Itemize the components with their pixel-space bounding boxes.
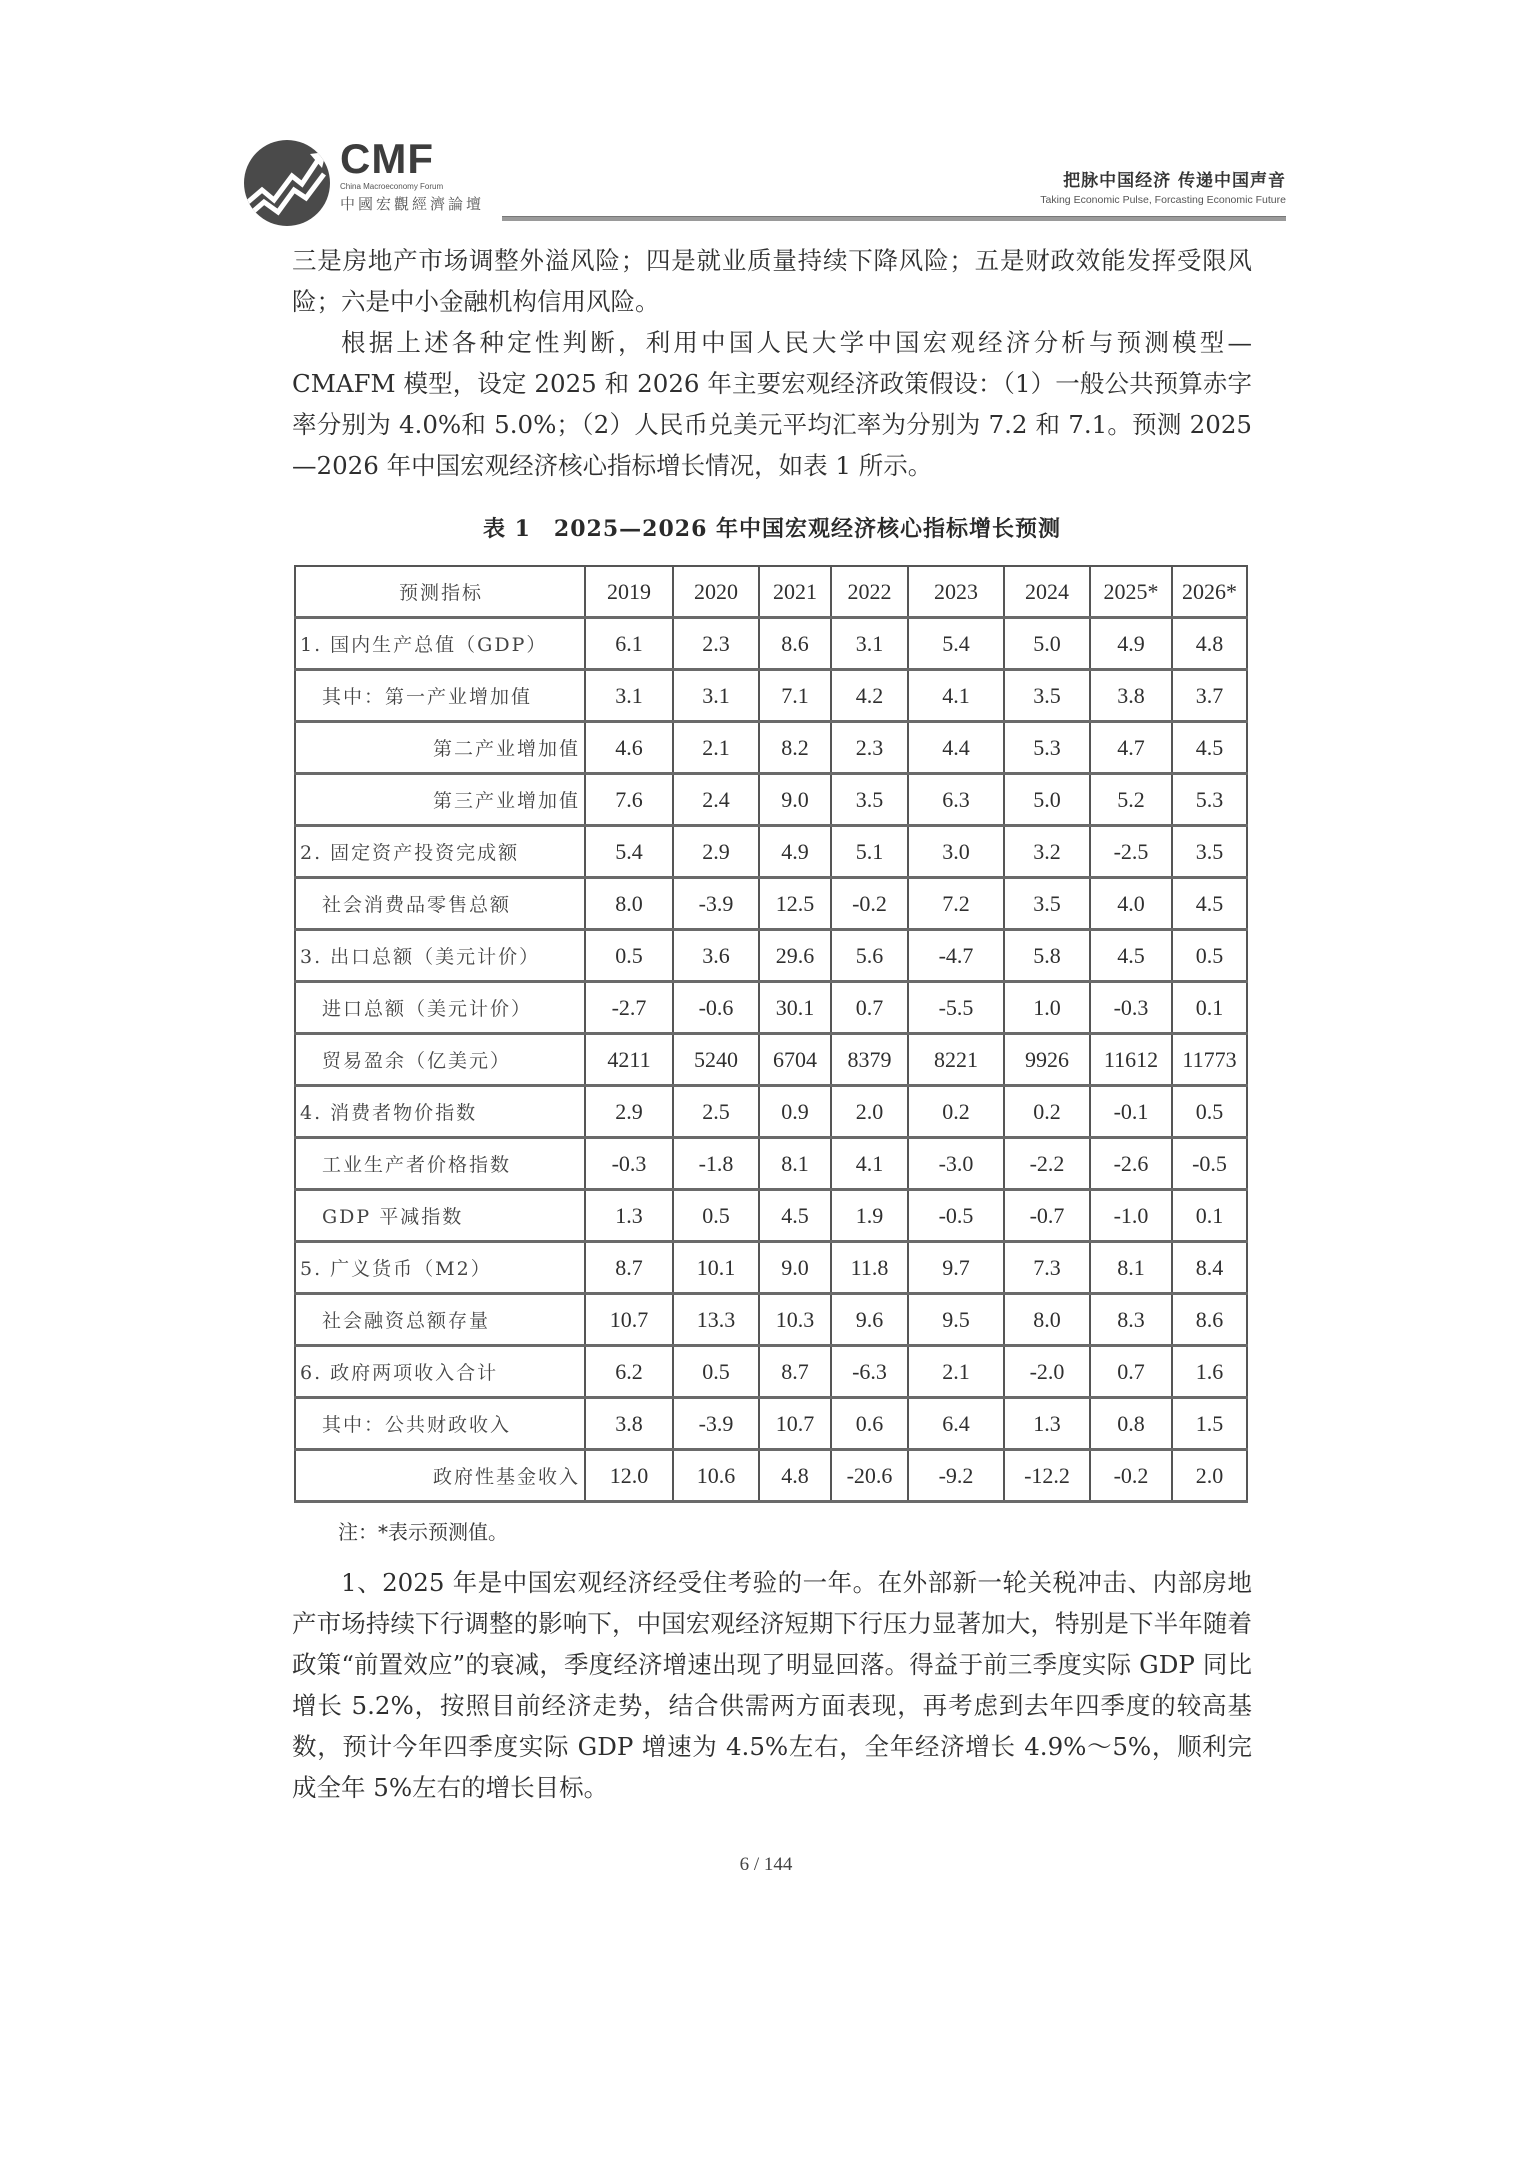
table-cell: 4.4 [908,722,1004,774]
table-cell: 5.3 [1172,774,1247,826]
column-header: 2022 [831,566,908,618]
table-cell: -12.2 [1004,1450,1090,1502]
table-cell: 4.9 [759,826,831,878]
table-cell: 6.4 [908,1398,1004,1450]
row-label: 其中：公共财政收入 [295,1398,585,1450]
table-cell: 8.7 [585,1242,673,1294]
column-header: 2025* [1090,566,1172,618]
table-cell: -2.6 [1090,1138,1172,1190]
table-cell: 3.5 [1004,670,1090,722]
table-row [295,618,1247,670]
paragraph-risks: 三是房地产市场调整外溢风险；四是就业质量持续下降风险；五是财政效能发挥受限风险；六是中小金融机构信用风险。 [292,246,1252,316]
table-cell: 4.1 [831,1138,908,1190]
table-row [295,1034,1247,1086]
table-row [295,826,1247,878]
row-label: 贸易盈余（亿美元） [295,1034,585,1086]
table-cell: 4.9 [1090,618,1172,670]
table-cell: 3.2 [1004,826,1090,878]
logo-chinese-name: 中國宏觀經濟論壇 [340,195,485,213]
table-cell: 4.5 [1090,930,1172,982]
table-cell: 6.1 [585,618,673,670]
table-cell: 2.0 [1172,1450,1247,1502]
page-number: 6 / 144 [739,1854,793,1875]
table-cell: 0.2 [1004,1086,1090,1138]
row-label: 社会融资总额存量 [295,1294,585,1346]
row-label: 4. 消费者物价指数 [295,1086,585,1138]
table-cell: 4.1 [908,670,1004,722]
table-cell: 5.0 [1004,618,1090,670]
table-cell: 2.3 [831,722,908,774]
table-row [295,982,1247,1034]
table-cell: 2.1 [673,722,759,774]
table-cell: 9.6 [831,1294,908,1346]
table-cell: 4.6 [585,722,673,774]
table-cell: 13.3 [673,1294,759,1346]
table-row [295,774,1247,826]
row-label: 第二产业增加值 [295,722,585,774]
table-cell: 4.0 [1090,878,1172,930]
table-cell: 5.0 [1004,774,1090,826]
table-cell: 4.5 [1172,722,1247,774]
table-cell: 0.5 [585,930,673,982]
table-cell: 1.6 [1172,1346,1247,1398]
forecast-table [294,565,1248,1503]
table-cell: 0.7 [831,982,908,1034]
table-cell: 8.2 [759,722,831,774]
table-cell: 6.2 [585,1346,673,1398]
table-cell: -0.7 [1004,1190,1090,1242]
table-cell: 5.3 [1004,722,1090,774]
column-header: 2021 [759,566,831,618]
logo-abbreviation: CMF [340,135,434,182]
header-divider [502,216,1286,221]
table-cell: -4.7 [908,930,1004,982]
table-row [295,722,1247,774]
row-label: 3. 出口总额（美元计价） [295,930,585,982]
table-cell: 2.9 [673,826,759,878]
table-cell: -2.0 [1004,1346,1090,1398]
table-cell: 3.6 [673,930,759,982]
table-cell: 12.5 [759,878,831,930]
cmf-logo-icon [244,140,330,226]
table-cell: 5.8 [1004,930,1090,982]
table-cell: 3.5 [1004,878,1090,930]
table-cell: 0.5 [1172,930,1247,982]
table-cell: 2.1 [908,1346,1004,1398]
table-cell: 7.6 [585,774,673,826]
table-cell: 4.5 [1172,878,1247,930]
table-row [295,930,1247,982]
table-cell: 0.5 [673,1346,759,1398]
column-header: 2023 [908,566,1004,618]
table-row [295,1398,1247,1450]
table-cell: -3.9 [673,878,759,930]
table-cell: 3.5 [1172,826,1247,878]
table-cell: 8.0 [1004,1294,1090,1346]
table-row [295,1242,1247,1294]
table-cell: -0.5 [908,1190,1004,1242]
table-cell: 12.0 [585,1450,673,1502]
table-header-row [295,566,1247,618]
table-cell: -5.5 [908,982,1004,1034]
table-cell: 9.7 [908,1242,1004,1294]
table-cell: 1.3 [1004,1398,1090,1450]
table-cell: -0.3 [585,1138,673,1190]
row-label: 2. 固定资产投资完成额 [295,826,585,878]
row-label: 5. 广义货币（M2） [295,1242,585,1294]
table-cell: 30.1 [759,982,831,1034]
table-row [295,1086,1247,1138]
table-cell: 5.4 [908,618,1004,670]
table-cell: 11612 [1090,1034,1172,1086]
table-row [295,878,1247,930]
table-row [295,1346,1247,1398]
table-cell: 8.7 [759,1346,831,1398]
table-cell: -0.6 [673,982,759,1034]
column-header: 2020 [673,566,759,618]
table-cell: 4.8 [759,1450,831,1502]
table-cell: 0.1 [1172,1190,1247,1242]
table-cell: 10.7 [585,1294,673,1346]
table-cell: 4211 [585,1034,673,1086]
table-cell: 8379 [831,1034,908,1086]
table-cell: 6.3 [908,774,1004,826]
table-cell: 5.4 [585,826,673,878]
table-cell: 3.7 [1172,670,1247,722]
table-cell: 8.1 [1090,1242,1172,1294]
row-label: 第三产业增加值 [295,774,585,826]
table-cell: -3.0 [908,1138,1004,1190]
table-cell: 29.6 [759,930,831,982]
table-cell: -0.2 [1090,1450,1172,1502]
table-cell: 1.5 [1172,1398,1247,1450]
table-cell: 4.2 [831,670,908,722]
table-cell: 5240 [673,1034,759,1086]
table-cell: -0.3 [1090,982,1172,1034]
logo-text [340,135,485,214]
table-caption: 表 1 2025—2026 年中国宏观经济核心指标增长预测 [482,516,1062,542]
table-cell: 8.6 [1172,1294,1247,1346]
table-cell: -6.3 [831,1346,908,1398]
table-cell: 9.5 [908,1294,1004,1346]
page-header [236,128,1286,228]
row-label: 工业生产者价格指数 [295,1138,585,1190]
table-cell: 3.0 [908,826,1004,878]
table-cell: 3.1 [673,670,759,722]
column-header: 2019 [585,566,673,618]
table-cell: 10.6 [673,1450,759,1502]
table-cell: -3.9 [673,1398,759,1450]
table-cell: -0.1 [1090,1086,1172,1138]
table-cell: 10.3 [759,1294,831,1346]
table-cell: 0.2 [908,1086,1004,1138]
table-cell: 0.8 [1090,1398,1172,1450]
row-label: 其中：第一产业增加值 [295,670,585,722]
table-cell: 6704 [759,1034,831,1086]
table-cell: 11.8 [831,1242,908,1294]
table-row [295,1190,1247,1242]
table-cell: 1.0 [1004,982,1090,1034]
table-cell: 0.5 [673,1190,759,1242]
table-cell: 3.8 [1090,670,1172,722]
table-cell: 8221 [908,1034,1004,1086]
table-cell: 2.3 [673,618,759,670]
paragraph-2025-summary: 1、2025 年是中国宏观经济经受住考验的一年。在外部新一轮关税冲击、内部房地产市场持续下行调整的影响下，中国宏观经济短期下行压力显著加大，特别是下半年随着政策“前置效应”的衰减，季度经济增速出现了明显回落。得益于前三季度实际 GDP 同比增长 5.2%，按照目前经济走势，结合供需两方面表现，再考虑到去年四季度的较高基数，预计今年四季度实际 GDP 增速为 4.5%左右，全年经济增长 4.9%～5%，顺利完成全年 5%左右的增长目标。 [292,1568,1252,1802]
table-cell: 9.0 [759,1242,831,1294]
header-tagline [1040,166,1286,206]
table-cell: 0.9 [759,1086,831,1138]
table-cell: 0.5 [1172,1086,1247,1138]
table-cell: -9.2 [908,1450,1004,1502]
column-header: 预测指标 [295,566,585,618]
row-label: 1. 国内生产总值（GDP） [295,618,585,670]
table-cell: 8.4 [1172,1242,1247,1294]
table-cell: -2.5 [1090,826,1172,878]
table-cell: 1.3 [585,1190,673,1242]
tagline-english: Taking Economic Pulse, Forcasting Economic Future [1040,194,1286,206]
table-cell: 4.7 [1090,722,1172,774]
table-cell: 10.7 [759,1398,831,1450]
table-cell: 5.6 [831,930,908,982]
table-cell: 2.4 [673,774,759,826]
table-cell: 0.1 [1172,982,1247,1034]
table-cell: -2.2 [1004,1138,1090,1190]
table-cell: 3.5 [831,774,908,826]
table-cell: -20.6 [831,1450,908,1502]
table-cell: 4.8 [1172,618,1247,670]
row-label: GDP 平减指数 [295,1190,585,1242]
table-cell: 3.1 [831,618,908,670]
table-cell: 11773 [1172,1034,1247,1086]
row-label: 6. 政府两项收入合计 [295,1346,585,1398]
table-cell: -0.5 [1172,1138,1247,1190]
column-header: 2026* [1172,566,1247,618]
table-cell: 1.9 [831,1190,908,1242]
paragraph-model-assumptions: 根据上述各种定性判断，利用中国人民大学中国宏观经济分析与预测模型—CMAFM 模型，设定 2025 和 2026 年主要宏观经济政策假设：（1）一般公共预算赤字率分别为 4.0%和 5.0%；（2）人民币兑美元平均汇率为分别为 7.2 和 7.1。预测 2025—2026 年中国宏观经济核心指标增长情况，如表 1 所示。 [292,328,1252,480]
table-cell: 7.1 [759,670,831,722]
column-header: 2024 [1004,566,1090,618]
tagline-chinese: 把脉中国经济 传递中国声音 [1063,171,1286,191]
table-cell: 2.5 [673,1086,759,1138]
table-note: 注：*表示预测值。 [338,1520,508,1544]
table-cell: 0.7 [1090,1346,1172,1398]
table-cell: 8.1 [759,1138,831,1190]
table-cell: 10.1 [673,1242,759,1294]
table-cell: 9926 [1004,1034,1090,1086]
table-cell: 8.0 [585,878,673,930]
row-label: 政府性基金收入 [295,1450,585,1502]
table-cell: 0.6 [831,1398,908,1450]
table-cell: 8.6 [759,618,831,670]
table-cell: 4.5 [759,1190,831,1242]
table-cell: 3.8 [585,1398,673,1450]
table-cell: -1.0 [1090,1190,1172,1242]
logo-english-name: China Macroeconomy Forum [340,182,444,191]
table-row [295,1138,1247,1190]
table-row [295,670,1247,722]
table-row [295,1450,1247,1502]
table-cell: 5.2 [1090,774,1172,826]
table-cell: -2.7 [585,982,673,1034]
row-label: 社会消费品零售总额 [295,878,585,930]
table-cell: 7.2 [908,878,1004,930]
table-cell: 8.3 [1090,1294,1172,1346]
table-row [295,1294,1247,1346]
table-cell: 5.1 [831,826,908,878]
table-cell: 7.3 [1004,1242,1090,1294]
table-cell: -1.8 [673,1138,759,1190]
table-cell: 2.0 [831,1086,908,1138]
table-cell: 2.9 [585,1086,673,1138]
table-cell: -0.2 [831,878,908,930]
table-cell: 9.0 [759,774,831,826]
table-cell: 3.1 [585,670,673,722]
row-label: 进口总额（美元计价） [295,982,585,1034]
